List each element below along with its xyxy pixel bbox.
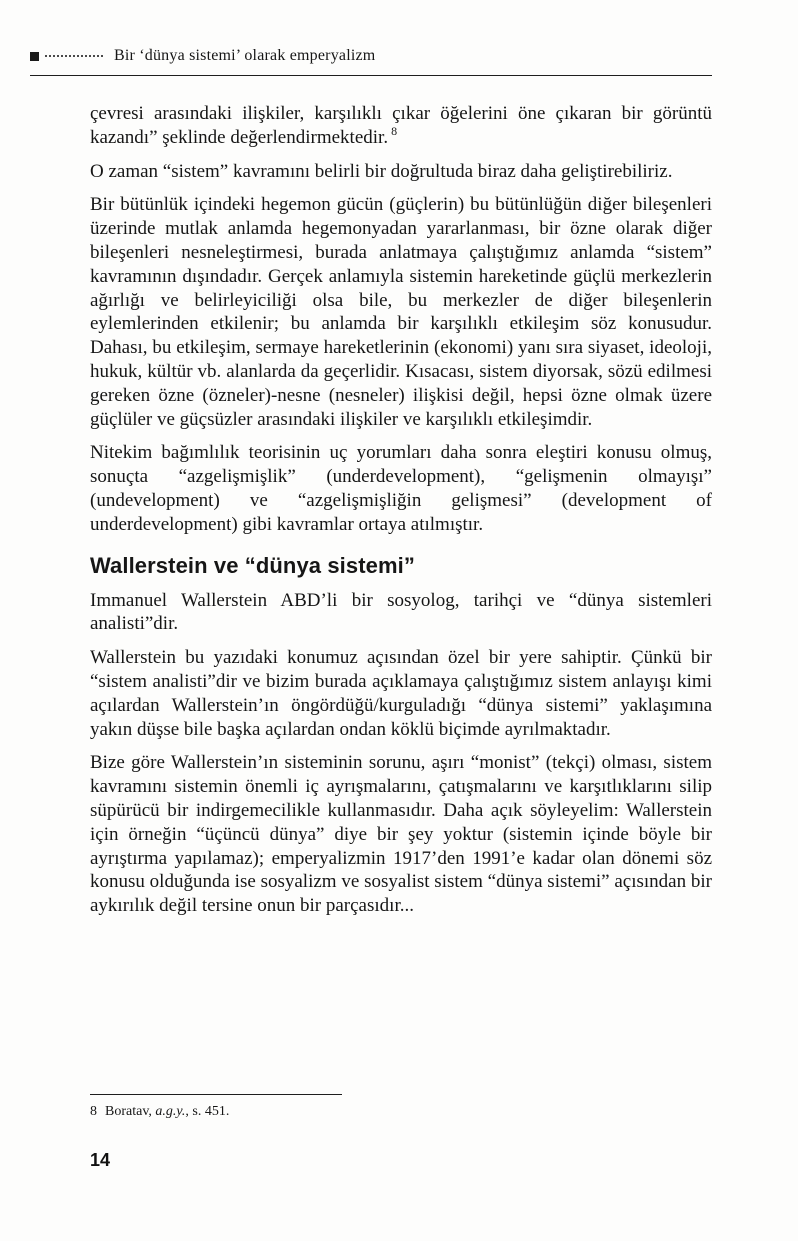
header-rule [30, 75, 712, 76]
paragraph: Bir bütünlük içindeki hegemon gücün (güçlerin) bu bütünlüğün diğer bileşenleri üzerinde mutlak anlamda hegemonyadan yararlanması, bir özne olarak diğer bileşenleri nesneleştirmesi, burada anlatmaya çalıştığımız anlamda “sistem” kavramının dışındadır. Gerçek anlamıyla sistemin hareketinde güçlü merkezlerin ağırlığı ve belirleyiciliği olsa bile, bu merkezler de diğer bileşenlerin eylemlerinden etkilenir; bu anlamda bir karşılıklı etkileşim söz konusudur. Dahası, bu etkileşim, sermaye hareketlerinin (ekonomi) yanı sıra siyaset, ideoloji, hukuk, kültür vb. alanlarda da geçerlidir. Kısacası, sistem diyorsak, sözü edilmesi gereken özne (özneler)-nesne (nesneler) ilişkisi değil, hepsi özne olmak üzere güçlüler ve güçsüzler arasındaki ilişkiler ve karşılıklı etkileşimdir. [90, 194, 712, 430]
paragraph: Wallerstein bu yazıdaki konumuz açısından özel bir yere sahiptir. Çünkü bir “sistem analisti”dir ve bizim burada açıklamaya çalıştığımız sistem anlayışı kimi açılardan Wallerstein’ın öngördüğü/kurguladığı “dünya sistemi” yaklaşımına yakın düşse bile başka açılardan ondan köklü biçimde ayrılmaktadır. [90, 647, 712, 740]
paragraph: Immanuel Wallerstein ABD’li bir sosyolog, tarihçi ve “dünya sistemleri analisti”dir. [90, 589, 712, 635]
footnote-reference: 8 [391, 124, 398, 139]
paragraph: Nitekim bağımlılık teorisinin uç yorumları daha sonra eleştiri konusu olmuş, sonuçta “azgelişmişlik” (underdevelopment), “gelişmenin olmayışı” (undevelopment) ve “azgelişmişliğin gelişmesi” (development of underdevelopment) gibi kavramlar ortaya atılmıştır. [90, 442, 712, 535]
paragraph: O zaman “sistem” kavramını belirli bir doğrultuda biraz daha geliştirebiliriz. [90, 160, 673, 182]
page-content [90, 46, 712, 928]
footnote-page-ref: , s. 451. [185, 1104, 230, 1119]
paragraph-continuation [90, 102, 712, 150]
footnote [90, 1102, 712, 1121]
section-heading: Wallerstein ve “dünya sistemi” [90, 552, 415, 578]
footnote-separator-rule [90, 1094, 342, 1095]
paragraph: Bize göre Wallerstein’ın sisteminin sorunu, aşırı “monist” (tekçi) olması, sistem kavramını sistemin önemli iç ayrışmalarını, çatışmalarını ve karşıtlıklarını silip süpürücü bir indirgemecilikle kullanmasıdır. Daha açık söyleyelim: Wallerstein için örneğin “üçüncü dünya” diye bir şey yoktur (sistemin içinde böyle bir ayrıştırma yapılamaz); emperyalizmin 1917’den 1991’e kadar olan dönemi söz konusu olduğunda ise sosyalizm ve sosyalist sistem “dünya sistemi” açısından bir aykırılık değil tersine onun bir parçasıdır... [90, 752, 712, 917]
footnote-number: 8 [90, 1104, 97, 1119]
body-text [90, 102, 712, 918]
footnote-area [90, 1094, 712, 1121]
running-head-title: Bir ‘dünya sistemi’ olarak emperyalizm [114, 47, 376, 64]
footnote-work-abbrev: a.g.y. [155, 1104, 186, 1119]
paragraph-text: çevresi arasındaki ilişkiler, karşılıklı çıkar öğelerini öne çıkaran bir görüntü kazandı” şeklinde değerlendirmektedir. [90, 103, 712, 148]
page-number: 14 [90, 1150, 111, 1170]
running-head [30, 46, 712, 66]
footnote-author: Boratav, [105, 1104, 156, 1119]
square-bullet-icon [30, 52, 39, 61]
dotted-leader [45, 55, 103, 57]
